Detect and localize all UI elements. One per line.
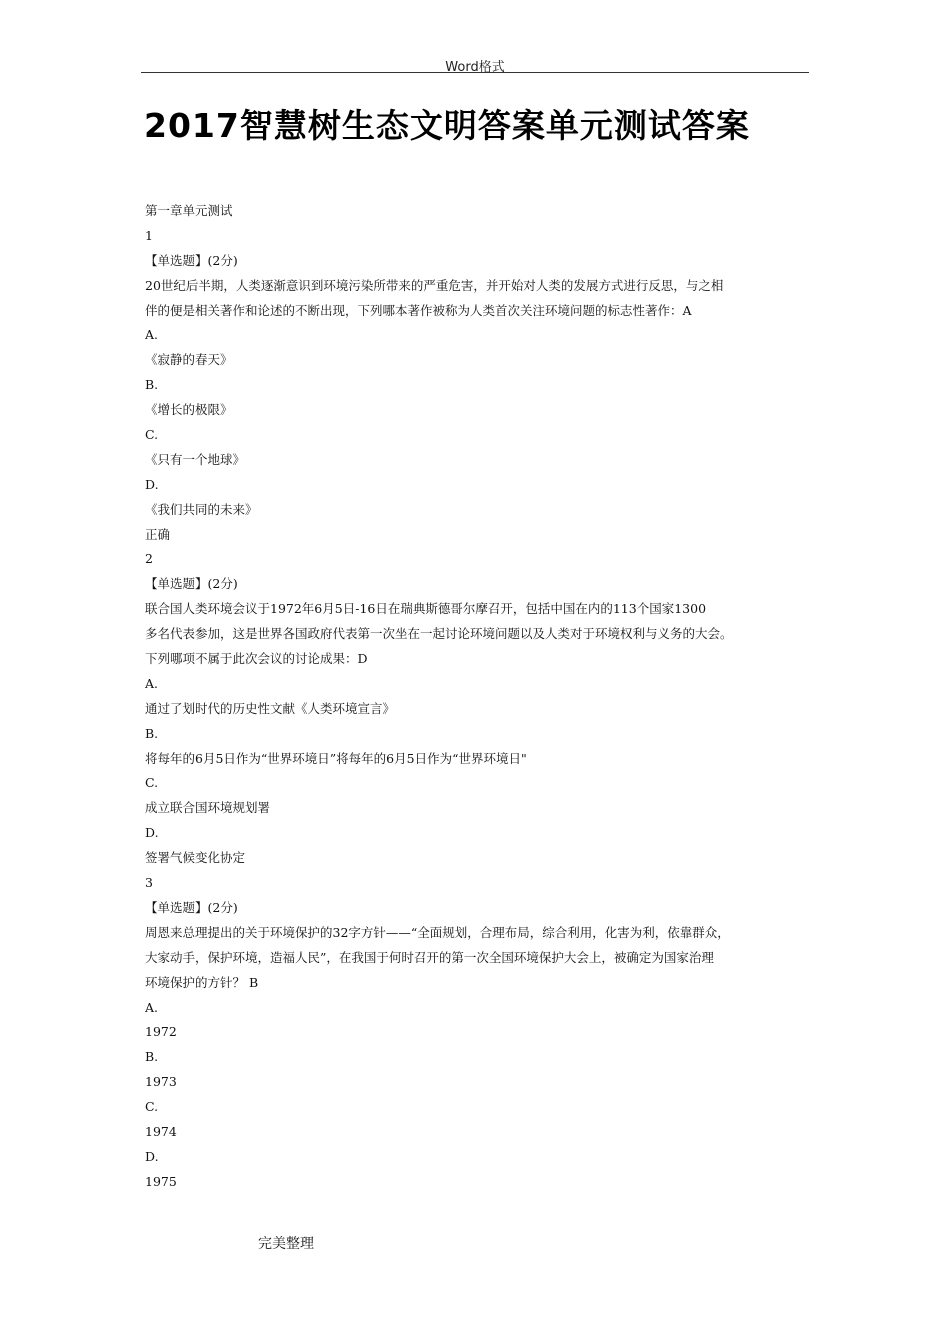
text-line: 下列哪项不属于此次会议的讨论成果：D [145,651,368,667]
text-line: B. [145,1049,159,1065]
text-line: 1975 [145,1173,177,1189]
document-title: 2017智慧树生态文明答案单元测试答案 [144,106,750,145]
text-line: 《增长的极限》 [145,402,233,418]
text-line: 成立联合国环境规划署 [145,800,271,816]
text-line: 签署气候变化协定 [145,850,246,866]
text-line: D. [145,825,159,841]
text-line: 将每年的6月5日作为“世界环境日”将每年的6月5日作为“世界环境日" [145,750,527,766]
header-divider [141,72,809,73]
document-body [145,199,811,1195]
text-line: 《我们共同的未来》 [145,501,258,517]
text-line: 周恩来总理提出的关于环境保护的32字方针——“全面规划，合理布局，综合利用，化害为利，依靠群众， [145,924,730,940]
text-line: 1972 [145,1024,177,1040]
text-line: B. [145,377,159,393]
text-line: 2 [145,551,153,567]
text-line: 《只有一个地球》 [145,451,246,467]
text-line: C. [145,427,159,443]
text-line: 【单选题】(2分) [145,252,238,268]
text-line: 联合国人类环境会议于1972年6月5日-16日在瑞典斯德哥尔摩召开，包括中国在内的113个国家1300 [145,601,707,617]
text-line: 第一章单元测试 [145,203,233,218]
page-footer: 完美整理 [258,1236,314,1252]
text-line: 通过了划时代的历史性文献《人类环境宣言》 [145,700,396,716]
text-line: D. [145,1148,159,1164]
text-line: A. [145,327,159,343]
text-line: 多名代表参加，这是世界各国政府代表第一次坐在一起讨论环境问题以及人类对于环境权利与义务的大会。 [145,626,733,642]
text-line: 1973 [145,1074,177,1090]
text-line: 大家动手，保护环境，造福人民”，在我国于何时召开的第一次全国环境保护大会上，被确定为国家治理 [145,949,714,965]
text-line: 【单选题】(2分) [145,899,238,915]
text-line: 【单选题】(2分) [145,576,238,592]
text-line: D. [145,476,159,492]
text-line: 《寂静的春天》 [145,352,233,368]
text-line: 1974 [145,1123,177,1139]
text-line: A. [145,999,159,1015]
text-line: B. [145,725,159,741]
text-line: 伴的便是相关著作和论述的不断出现，下列哪本著作被称为人类首次关注环境问题的标志性著作：A [145,302,692,318]
text-line: C. [145,775,159,791]
page-header: Word格式 [445,60,505,75]
text-line: 环境保护的方针？ B [145,974,259,990]
text-line: C. [145,1099,159,1115]
text-line: 1 [145,227,153,243]
text-line: 20世纪后半期，人类逐渐意识到环境污染所带来的严重危害，并开始对人类的发展方式进行反思，与之相 [145,277,724,293]
text-line: A. [145,675,159,691]
text-line: 正确 [145,526,171,542]
text-line: 3 [145,875,153,891]
